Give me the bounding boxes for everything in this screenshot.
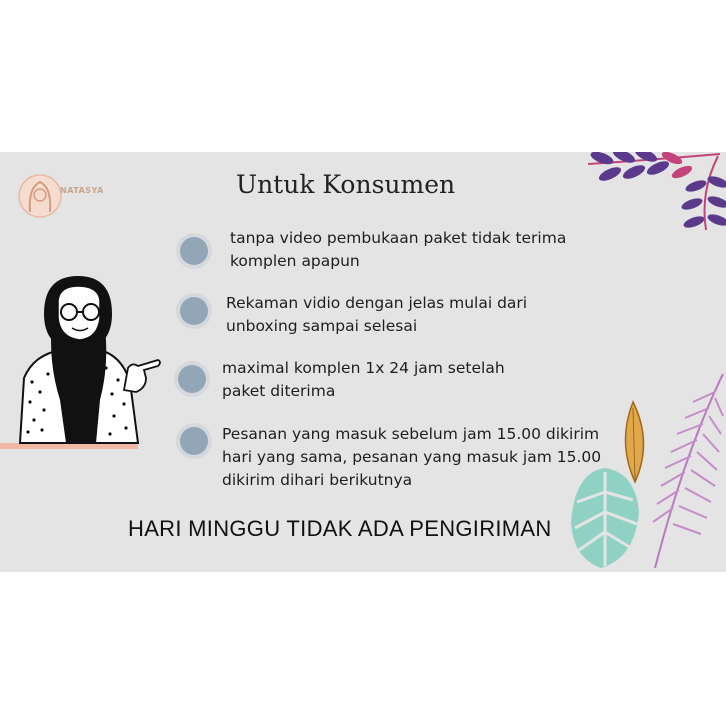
list-item-1 [230, 227, 566, 273]
list-item-2-line-2: unboxing sampai selesai [226, 317, 418, 335]
info-banner [0, 152, 726, 572]
brand-logo [18, 162, 118, 232]
bullet-dot-1 [180, 237, 208, 265]
list-item-3-line-1: maximal komplen 1x 24 jam setelah [222, 359, 505, 377]
woman-with-hijab-pointing-icon [0, 270, 165, 455]
bullet-dot-2 [180, 297, 208, 325]
list-item-1-line-2: komplen apapun [230, 252, 360, 270]
list-item-3-line-2: paket diterima [222, 382, 336, 400]
list-item-4-line-3: dikirim dihari berikutnya [222, 471, 413, 489]
page-title: Untuk Konsumen [236, 170, 456, 199]
tropical-leaves-icon [565, 372, 726, 572]
bullet-dot-4 [180, 427, 208, 455]
footer-notice: HARI MINGGU TIDAK ADA PENGIRIMAN [128, 516, 552, 541]
list-item-2 [226, 292, 527, 338]
bullet-dot-3 [178, 365, 206, 393]
list-item-4-line-2: hari yang sama, pesanan yang masuk jam 15.00 [222, 448, 602, 466]
list-item-1-line-1: tanpa video pembukaan paket tidak terima [230, 229, 567, 247]
list-item-3 [222, 357, 505, 403]
list-item-4 [222, 423, 601, 492]
hijab-woman-logo-icon [18, 162, 118, 232]
list-item-2-line-1: Rekaman vidio dengan jelas mulai dari [226, 294, 528, 312]
list-item-4-line-1: Pesanan yang masuk sebelum jam 15.00 dikirim [222, 425, 600, 443]
brand-name: NATASYA [60, 186, 104, 195]
purple-leaves-icon [580, 152, 726, 232]
